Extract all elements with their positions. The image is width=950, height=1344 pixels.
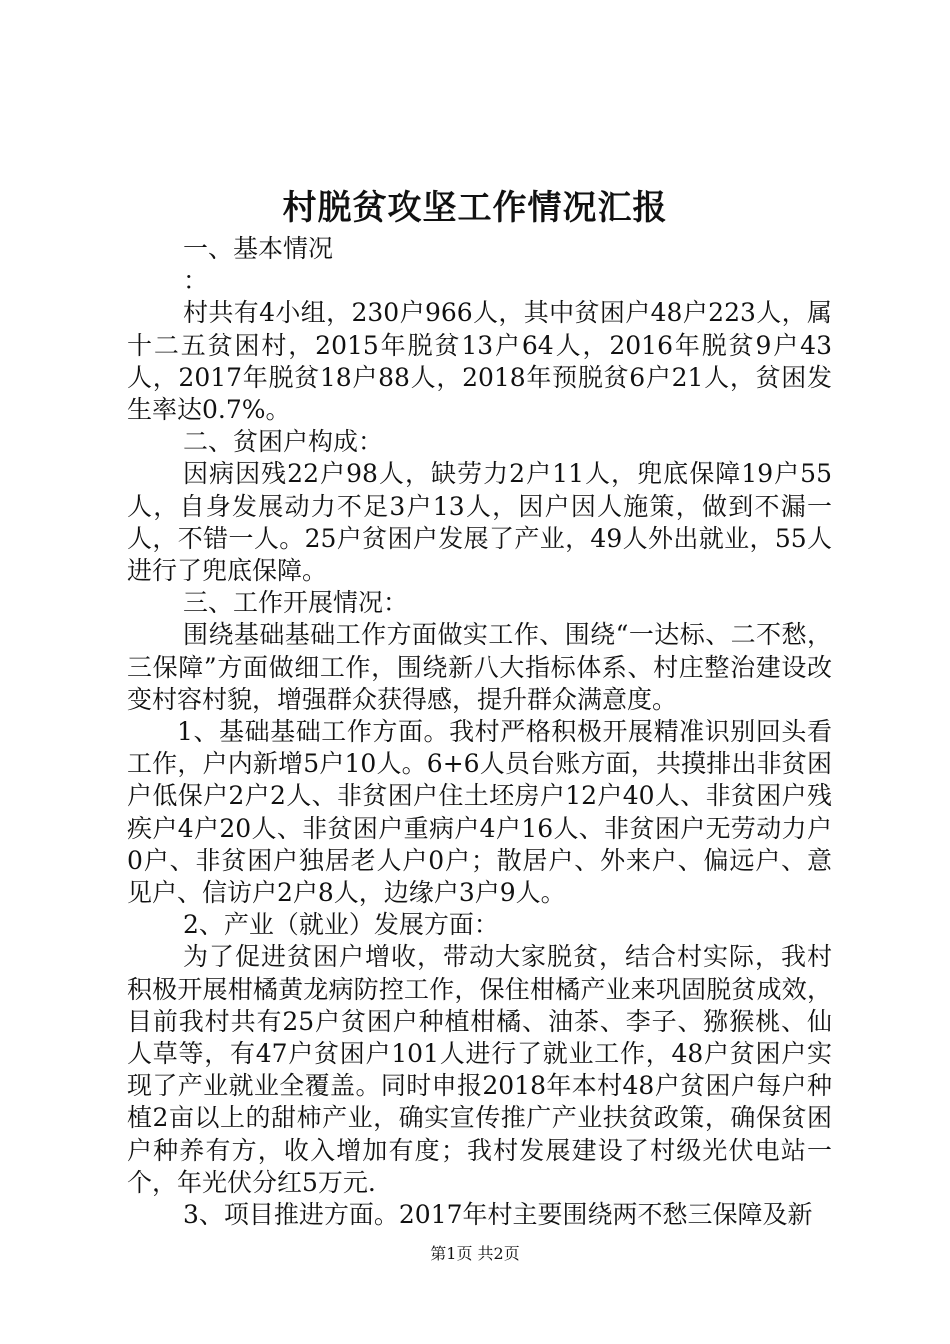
- paragraph-composition: 因病因残22户98人，缺劳力2户11人，兜底保障19户55人，自身发展动力不足3户13人，因户因人施策，做到不漏一人，不错一人。25户贫困户发展了产业，49人外出就业，55人进行了兜底保障。: [127, 459, 832, 586]
- subheading-industry: 2、产业（就业）发展方面：: [183, 910, 499, 940]
- section-heading-composition: 二、贫困户构成：: [183, 427, 384, 457]
- section-heading-work: 三、工作开展情况：: [183, 588, 409, 618]
- document-body: [127, 233, 832, 1231]
- paragraph-basic-work: 1、基础基础工作方面。我村严格积极开展精准识别回头看工作，户内新增5户10人。6+6人员台账方面，共摸排出非贫困户低保户2户2人、非贫困户住土坯房户12户40人、非贫困户残疾户4户20人、非贫困户重病户4户16人、非贫困户无劳动力户0户、非贫困户独居老人户0户；散居户、外来户、偏远户、意见户、信访户2户8人，边缘户3户9人。: [127, 717, 832, 908]
- paragraph-projects: 3、项目推进方面。2017年村主要围绕两不愁三保障及新: [183, 1200, 813, 1230]
- document-title: 村脱贫攻坚工作情况汇报: [282, 188, 668, 228]
- paragraph-industry: 为了促进贫困户增收，带动大家脱贫，结合村实际，我村积极开展柑橘黄龙病防控工作，保住柑橘产业来巩固脱贫成效，目前我村共有25户贫困户种植柑橘、油茶、李子、猕猴桃、仙人草等，有47户贫困户101人进行了就业工作，48户贫困户实现了产业就业全覆盖。同时申报2018年本村48户贫困户每户种植2亩以上的甜柿产业，确实宣传推广产业扶贫政策，确保贫困户种养有方，收入增加有度；我村发展建设了村级光伏电站一个，年光伏分红5万元.: [127, 942, 832, 1197]
- section-heading-basic-info: 一、基本情况: [183, 234, 334, 263]
- paragraph-basic-info: 村共有4小组，230户966人，其中贫困户48户223人，属十二五贫困村，2015年脱贫13户64人，2016年脱贫9户43人，2017年脱贫18户88人，2018年预脱贫6户21人，贫困发生率达0.7%。: [127, 298, 832, 425]
- paragraph-work-overview: 围绕基础基础工作方面做实工作、围绕“一达标、二不愁，三保障”方面做细工作，围绕新八大指标体系、村庄整治建设改变村容村貌，增强群众获得感，提升群众满意度。: [127, 620, 832, 714]
- page-footer: 第1页 共2页: [430, 1244, 520, 1263]
- colon-line: ：: [183, 266, 209, 296]
